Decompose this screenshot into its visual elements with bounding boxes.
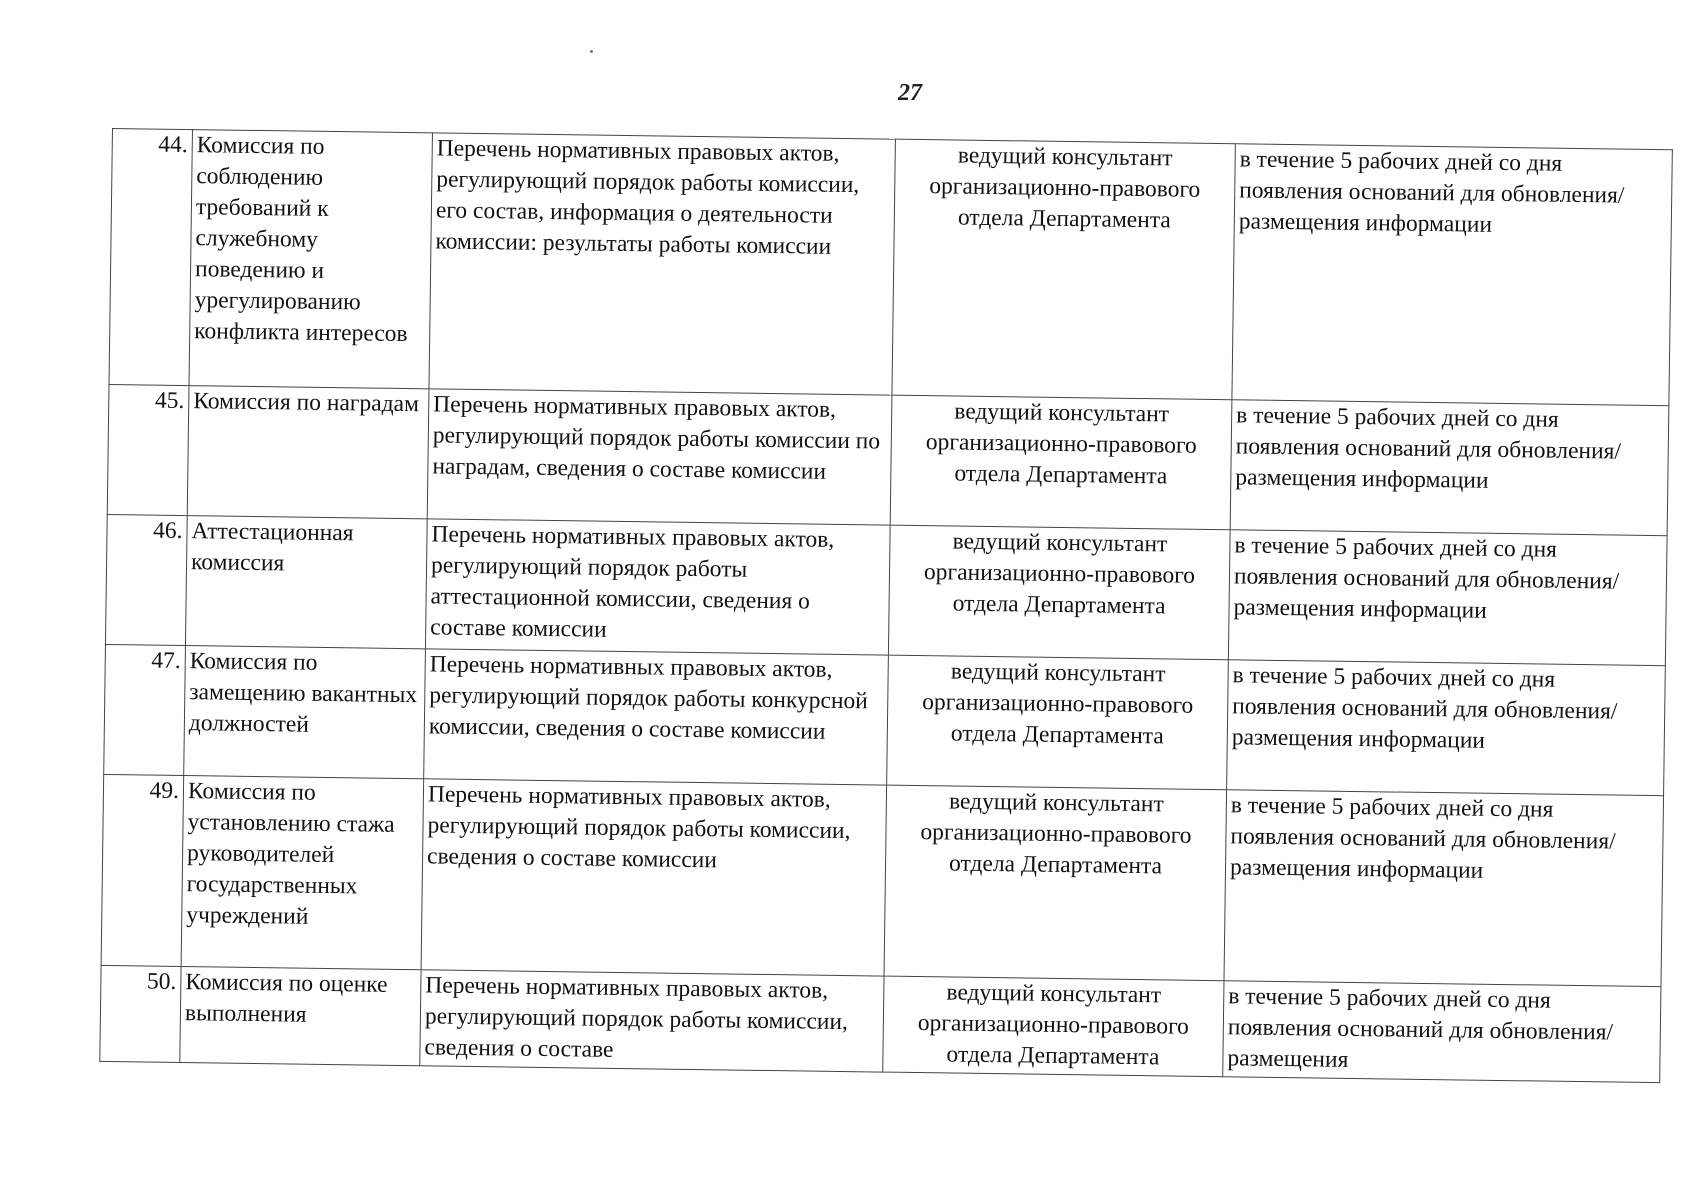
table-row (109, 129, 1672, 406)
responsible-person: ведущий консультант организационно-правового отдела Департамента (883, 976, 1224, 1077)
content-description: Перечень нормативных правовых актов, регулирующий порядок работы аттестационной комиссии, сведения о составе комиссии (425, 519, 890, 655)
responsible-person: ведущий консультант организационно-правового отдела Департамента (890, 395, 1232, 530)
scanned-table-area (99, 128, 1672, 1083)
row-number: 49. (101, 774, 184, 966)
row-number: 50. (100, 965, 181, 1062)
update-term: в течение 5 рабочих дней со дня появления оснований для обновления/размещения информации (1228, 530, 1667, 666)
responsible-person: ведущий консультант организационно-правового отдела Департамента (888, 525, 1230, 660)
table-row (105, 514, 1667, 665)
commission-name: Аттестационная комиссия (185, 516, 427, 649)
table-row (104, 644, 1666, 795)
commission-name: Комиссия по оценке выполнения (180, 967, 421, 1066)
responsible-person: ведущий консультант организационно-правового отдела Департамента (892, 139, 1235, 400)
row-number: 45. (107, 384, 189, 515)
content-description: Перечень нормативных правовых актов, регулирующий порядок работы комиссии, его состав, информация о деятельности комиссии: результаты работы комиссии (429, 133, 895, 395)
content-description: Перечень нормативных правовых актов, регулирующий порядок работы комиссии по наградам, сведения о составе комиссии (427, 389, 892, 525)
scan-speck (590, 50, 593, 53)
commission-name: Комиссия по соблюдению требований к служебному поведению и урегулированию конфликта интересов (189, 130, 432, 389)
update-term: в течение 5 рабочих дней со дня появления оснований для обновления/размещения информации (1227, 660, 1666, 796)
commission-name: Комиссия по замещению вакантных должностей (184, 646, 426, 779)
content-description: Перечень нормативных правовых актов, регулирующий порядок работы конкурсной комиссии, сведения о составе комиссии (424, 649, 889, 785)
commission-name: Комиссия по установлению стажа руководителей государственных учреждений (181, 776, 424, 970)
table-row (107, 384, 1669, 535)
table-row (101, 774, 1663, 986)
content-description: Перечень нормативных правовых актов, регулирующий порядок работы комиссии, сведения о составе (420, 970, 884, 1072)
row-number: 47. (104, 644, 186, 775)
update-term: в течение 5 рабочих дней со дня появления оснований для обновления/размещения информации (1224, 790, 1664, 987)
update-term: в течение 5 рабочих дней со дня появления оснований для обновления/размещения (1223, 981, 1661, 1083)
update-term: в течение 5 рабочих дней со дня появления оснований для обновления/размещения информации (1230, 400, 1669, 536)
table-row (100, 965, 1661, 1082)
row-number: 46. (105, 514, 187, 645)
commissions-table (99, 128, 1673, 1083)
responsible-person: ведущий консультант организационно-правового отдела Департамента (884, 785, 1227, 981)
update-term: в течение 5 рабочих дней со дня появления оснований для обновления/размещения информации (1232, 144, 1672, 406)
commission-name: Комиссия по наградам (187, 386, 429, 519)
responsible-person: ведущий консультант организационно-правового отдела Департамента (887, 655, 1229, 790)
page-number: 27 (898, 80, 922, 106)
row-number: 44. (109, 129, 192, 386)
content-description: Перечень нормативных правовых актов, регулирующий порядок работы комиссии, сведения о составе комиссии (421, 779, 887, 976)
